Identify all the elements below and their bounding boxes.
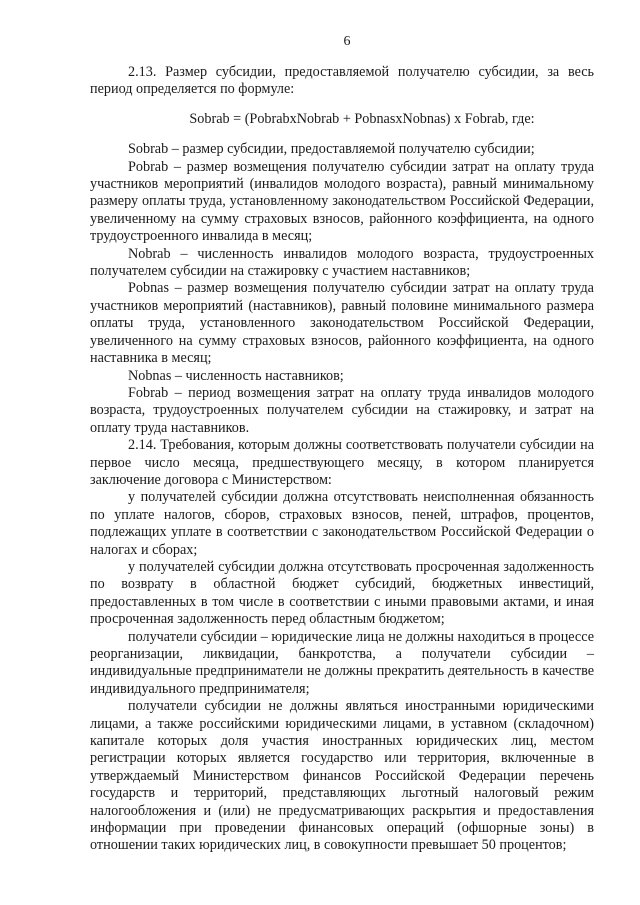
requirement-reorganization: получатели субсидии – юридические лица не должны находиться в процессе реорганизации, ликвидации, банкротства, а получатели субсидии – индивидуальные предприниматели не должны прекратить деятельность в качестве индивидуального предпринимателя; [90,628,594,697]
requirement-taxes: у получателей субсидии должна отсутствовать неисполненная обязанность по уплате налогов, сборов, страховых взносов, пеней, штрафов, процентов, подлежащих уплате в соответствии с законодательством Российской Федерации о налогах и сборах; [90,489,594,558]
subsidy-formula: Sobrab = (PobrabxNobrab + PobnasxNobnas) x Fobrab, где: [189,110,535,127]
definition-nobnas: Nobnas – численность наставников; [128,367,344,384]
paragraph-2-14: 2.14. Требования, которым должны соответствовать получатели субсидии на первое число месяца, предшествующего месяцу, в котором планируется заключение договора с Министерством: [90,437,594,488]
page-number: 6 [343,34,351,49]
requirement-foreign-entities: получатели субсидии не должны являться иностранными юридическими лицами, а также российскими юридическими лицами, в уставном (складочном) капитале которых доля участия иностранных юридических лиц, местом регистрации которых является государство или территория, включенные в утверждаемый Министерством финансов Российской Федерации перечень государств и территорий, представляющих льготный налоговый режим налогообложения и (или) не предусматривающих раскрытия и предоставления информации при проведении финансовых операций (офшорные зоны) в отношении таких юридических лиц, в совокупности превышает 50 процентов; [90,698,594,854]
definition-nobrab: Nobrab – численность инвалидов молодого возраста, трудоустроенных получателем субсидии на стажировку с участием наставников; [90,245,594,280]
definition-pobnas: Pobnas – размер возмещения получателю субсидии затрат на оплату труда участников мероприятий (наставников), равный половине минимального размера оплаты труда, установленного законодательством Российской Федерации, увеличенного на сумму страховых взносов, районного коэффициента, на одного наставника в месяц; [90,280,594,367]
paragraph-2-13: 2.13. Размер субсидии, предоставляемой получателю субсидии, за весь период определяется по формуле: [90,64,594,98]
definition-fobrab: Fobrab – период возмещения затрат на оплату труда инвалидов молодого возраста, трудоустроенных получателем субсидии на стажировку, и затрат на оплату труда наставников. [90,384,594,436]
requirement-debt: у получателей субсидии должна отсутствовать просроченная задолженность по возврату в областной бюджет субсидий, бюджетных инвестиций, предоставленных в том числе в соответствии с иными правовыми актами, и иная просроченная задолженность перед областным бюджетом; [90,558,594,628]
definition-sobrab: Sobrab – размер субсидии, предоставляемой получателю субсидии; [128,141,535,158]
definition-pobrab: Pobrab – размер возмещения получателю субсидии затрат на оплату труда участников мероприятий (инвалидов молодого возраста), равный минимальному размеру оплаты труда, установленному законодательством Российской Федерации, увеличенному на сумму страховых взносов, районного коэффициента, на одного трудоустроенного инвалида в месяц; [90,158,594,245]
